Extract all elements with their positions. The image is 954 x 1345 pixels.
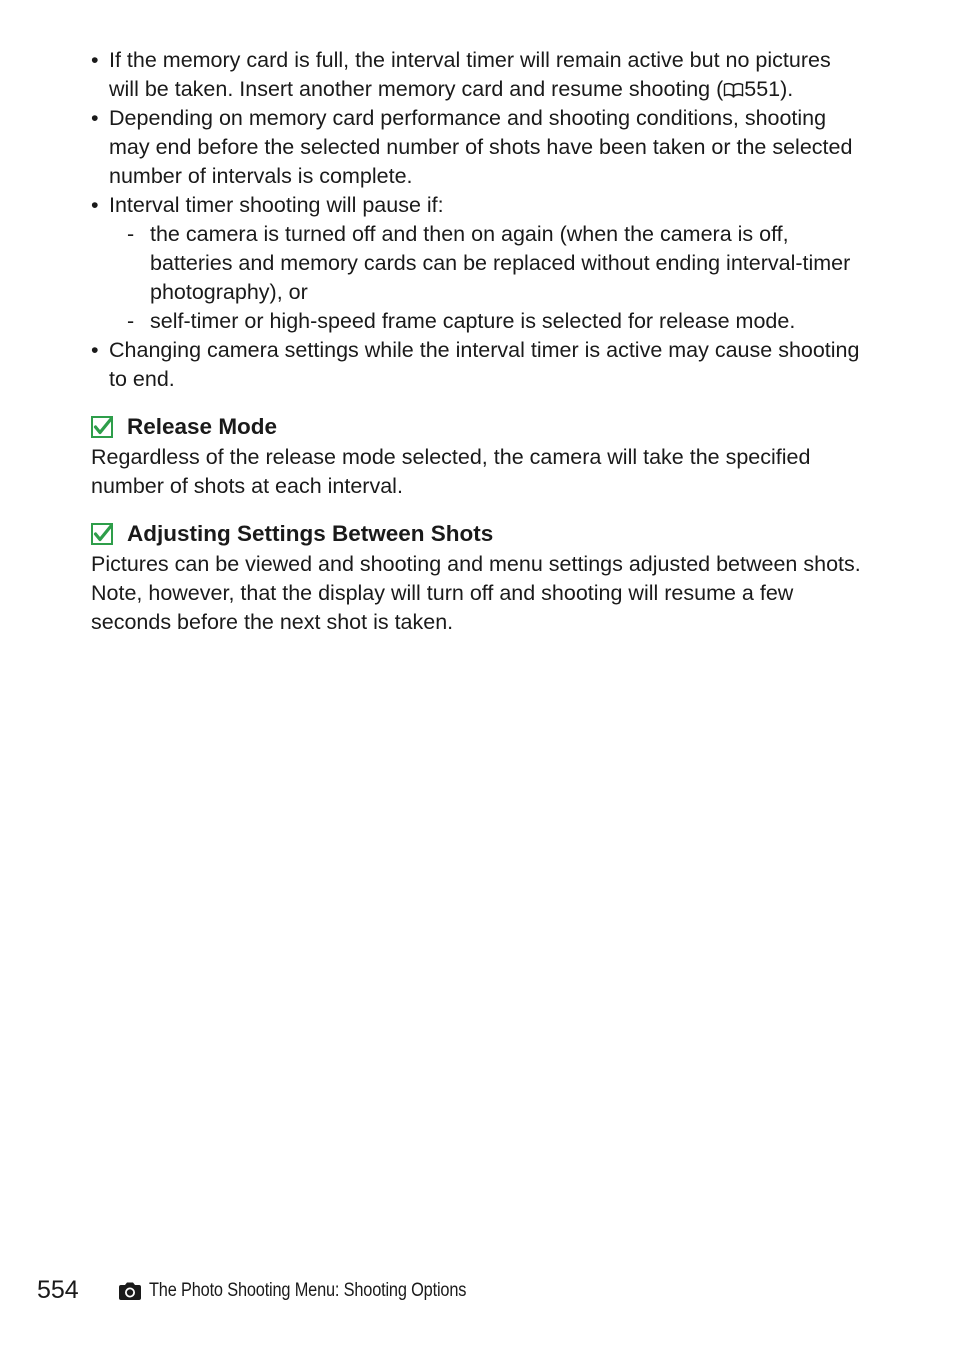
bullet-text-end: ). [780,77,794,101]
page-footer [37,1276,518,1305]
note-title: Release Mode [127,414,278,439]
bullet-text: If the memory card is full, the interval timer will remain active but no pictures will be taken. Insert another memory card and resume shooting ( [109,48,831,101]
sub-list [109,220,861,336]
sub-text: self-timer or high-speed frame capture is selected for release mode. [150,309,796,333]
camera-icon [117,1281,143,1301]
page-reference[interactable]: 551 [744,77,781,101]
note-heading [91,412,861,441]
bullet-item [91,104,861,191]
note-body: Pictures can be viewed and shooting and menu settings adjusted between shots. Note, however, that the display will turn off and shooting will resume a few seconds before the next shot is taken. [91,552,861,634]
page-content [91,46,861,637]
sub-text: the camera is turned off and then on again (when the camera is off, batteries and memory cards can be replaced without ending interval-timer photography), or [150,222,851,304]
page-number: 554 [37,1276,79,1304]
bullet-item [91,336,861,394]
sub-dash: - [127,309,135,333]
bullet-item [91,191,861,336]
check-icon [91,416,113,438]
book-icon [723,82,744,98]
footer-title: The Photo Shooting Menu: Shooting Options [149,1279,467,1301]
bullet-text: Depending on memory card performance and shooting conditions, shooting may end before the selected number of shots have been taken or the selected number of intervals is complete. [109,106,853,188]
note-title: Adjusting Settings Between Shots [127,521,494,546]
check-icon [91,523,113,545]
bullet-dot: • [91,338,99,362]
bullet-text: Interval timer shooting will pause if: [109,193,444,217]
note-body: Regardless of the release mode selected, the camera will take the specified number of shots at each interval. [91,445,811,498]
bullet-text: Changing camera settings while the interval timer is active may cause shooting to end. [109,338,860,391]
bullet-item [91,46,861,104]
note-release-mode [91,412,861,501]
bullet-dot: • [91,48,99,72]
note-heading [91,519,861,548]
bullet-dot: • [91,193,99,217]
bullet-dot: • [91,106,99,130]
note-adjusting-settings [91,519,861,637]
sub-dash: - [127,222,135,246]
sub-item [109,220,861,307]
bullet-list [91,46,861,394]
sub-item [109,307,861,336]
